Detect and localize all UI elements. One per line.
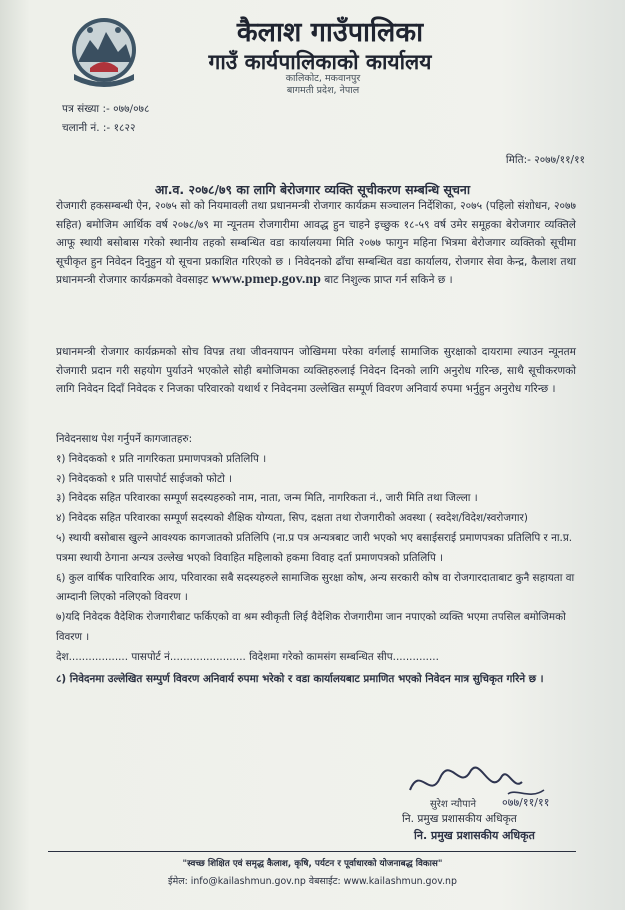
office-address: [228, 73, 418, 97]
website-link[interactable]: www.pmep.gov.np: [211, 272, 321, 288]
paragraph-1-text: रोजगारी हकसम्बन्धी ऐन, २०७५ सो को नियमावली तथा प्रधानमन्त्री रोजगार कार्यक्रम सञ्चालन निर्देशिका, २०७५ (पहिलो संशोधन, २०७७ सहित) बमोजिम आर्थिक वर्ष २०७८/७९ मा न्यूनतम रोजगारीमा आवद्ध हुन चाहने इच्छुक १८-५९ वर्ष उमेर समूहका बेरोजगार व्यक्तिले आफू स्थायी बसोबास गरेको स्थानीय तहको सम्बन्धित वडा कार्यालयमा मिति २०७७ फागुन महिना भित्रमा बेरोजगार व्यक्तिको सूचीमा सूचीकृत हुन निवेदन दिनुहुन यो सूचना प्रकाशित गरिएको छ । निवेदनको ढाँचा सम्बन्धित वडा कार्यालय, रोजगार सेवा केन्द्र, कैलाश तथा प्रधानमन्त्री रोजगार कार्यक्रमको वेवसाइट: [56, 200, 576, 287]
footer-slogan: "स्वच्छ शिक्षित एवं समृद्ध कैलाश, कृषि, पर्यटन र पूर्वाधारको योजनाबद्ध विकास": [182, 859, 443, 869]
list-item: ३) निवेदक सहित परिवारका सम्पूर्ण सदस्यहरुको नाम, नाता, जन्म मिति, नागरिकता नं., जारी मिति तथा जिल्ला ।: [56, 492, 478, 505]
reference-label: पत्र संख्या :-: [62, 103, 110, 115]
nepal-emblem-icon: [60, 10, 148, 92]
paragraph-1: [56, 197, 576, 290]
letterhead: [0, 0, 625, 150]
dispatch-value: १८२२: [113, 122, 136, 134]
paragraph-2: प्रधानमन्त्री रोजगार कार्यक्रमको सोच विपन्न तथा जीवनयापन जोखिममा परेका वर्गलाई सामाजिक सुरक्षाको दायरामा ल्याउन न्यूनतम रोजगारी प्रदान गरी सहयोग पुर्याउने भएकोले सोही बमोजिमका व्यक्तिहरुलाई निवेदन दिनको लागि अनुरोध गरिन्छ, साथै सूचीकरणको लागि निवेदन दिदाँ निवेदक र निजका परिवारको यथार्थ र निवेदनमा उल्लेखित सम्पूर्ण विवरण अनिवार्य रुपमा भर्नुहुन अनुरोध गरिन्छ ।: [56, 346, 576, 396]
reference-number: [62, 102, 149, 116]
address-line-1: कालिकोट, मकवानपुर: [285, 73, 361, 84]
signatory-name: सुरेश न्यौपाने: [430, 799, 476, 810]
dispatch-number: [62, 121, 135, 135]
footer-contact: ईमेल: info@kailashmun.gov.np वेबसाईट: www.kailashmun.gov.np: [168, 876, 457, 887]
address-line-2: बागमती प्रदेश, नेपाल: [286, 85, 360, 96]
documents-heading: निवेदनसाथ पेश गर्नुपर्ने कागजातहरु:: [56, 433, 193, 445]
signature-block: [390, 760, 610, 845]
footer-divider: [48, 851, 576, 852]
notice-date: मिति:- २०७७/११/११: [505, 154, 585, 166]
designation-stamp: नि. प्रमुख प्रशासकीय अधिकृत: [414, 829, 535, 842]
final-note: ८) निवेदनमा उल्लेखित सम्पुर्ण विवरण अनिवार्य रुपमा भरेको र वडा कार्यालयबाट प्रमाणित भएको निवेदन मात्र सुचिकृत गरिने छ ।: [56, 672, 544, 685]
required-documents: [56, 430, 576, 689]
notice-title: आ.व. २०७८/७९ का लागि बेरोजगार व्यक्ति सूचीकरण सम्बन्धि सूचना: [154, 182, 471, 197]
office-name: गाउँ कार्यपालिकाको कार्यालय: [208, 50, 432, 74]
list-item: देश.................. पासपोर्ट नं....................... विदेशमा गरेको कामसंग सम्बन्धित सीप..............: [56, 650, 439, 663]
list-item: ५) स्थायी बसोबास खुल्ने आवश्यक कागजातको प्रतिलिपि (ना.प्र पत्र अन्यत्रबाट जारी भएको भए बसाईसराई प्रमाणपत्रका प्रतिलिपि र ना.प्र. पत्रमा स्थायी ठेगाना अन्यत्र उल्लेख भएको विवाहित महिलाको हकमा विवाह दर्ता प्रमाणपत्रको प्रतिलिपि ।: [56, 531, 573, 564]
list-item: ६) कुल वार्षिक पारिवारिक आय, परिवारका सबै सदस्यहरुले सामाजिक सुरक्षा कोष, अन्य सरकारी कोष वा रोजगारदाताबाट कुनै सहायता वा आम्दानी लिएको नलिएको विवरण ।: [56, 571, 575, 604]
signature-date: ०७७/११/११: [502, 796, 550, 809]
signatory-designation: नि. प्रमुख प्रशासकीय अधिकृत: [402, 813, 517, 825]
list-item: ७)यदि निवेदक वैदेशिक रोजगारीबाट फर्किएको वा श्रम स्वीकृती लिई वैदेशिक रोजगारीमा जान नपाएको व्यक्ति भएमा तपसिल बमोजिमको विवरण ।: [56, 611, 566, 643]
dispatch-label: चलानी नं. :-: [62, 122, 111, 134]
list-item: १) निवेदकको १ प्रति नागरिकता प्रमाणपत्रको प्रतिलिपि ।: [56, 452, 267, 465]
list-item: २) निवेदकको १ प्रति पासपोर्ट साईजको फोटो ।: [56, 472, 233, 485]
paragraph-1-tail: बाट निशुल्क प्राप्त गर्न सकिने छ ।: [320, 274, 453, 287]
list-item: ४) निवेदक सहित परिवारका सम्पूर्ण सदस्यको शैक्षिक योग्यता, सिप, दक्षता तथा रोजगारीको अवस्था ( स्वदेश/विदेश/स्वरोजगार): [56, 512, 528, 525]
organization-name: कैलाश गाउँपालिका: [236, 17, 424, 48]
reference-value: ०७७/०७८: [113, 103, 150, 115]
